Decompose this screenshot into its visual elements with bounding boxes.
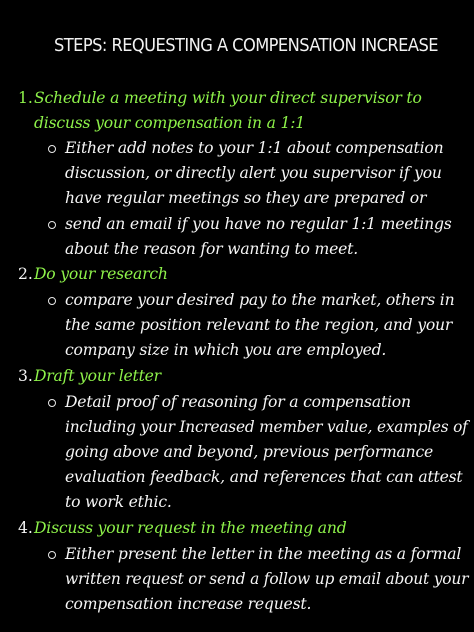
bullet-text-line: to work ethic. xyxy=(65,493,172,511)
step-number: 3. xyxy=(18,367,33,385)
bullet-text-line: evaluation feedback, and references that can attest xyxy=(65,468,463,486)
bullet-text-line: compare your desired pay to the market, others in xyxy=(65,291,455,309)
step-heading-line: Draft your letter xyxy=(34,367,161,385)
hollow-circle-bullet-icon xyxy=(48,297,56,305)
page-title: STEPS: REQUESTING A COMPENSATION INCREASE xyxy=(54,36,438,56)
hollow-circle-bullet-icon xyxy=(48,221,56,229)
bullet-text-line: about the reason for wanting to meet. xyxy=(65,240,358,258)
bullet-text-line: have regular meetings so they are prepared or xyxy=(65,189,427,207)
hollow-circle-bullet-icon xyxy=(48,399,56,407)
bullet-text-line: going above and beyond, previous performance xyxy=(65,443,434,461)
bullet-text-line: including your Increased member value, examples of xyxy=(65,418,468,436)
bullet-text-line: the same position relevant to the region, and your xyxy=(65,316,453,334)
hollow-circle-bullet-icon xyxy=(48,145,56,153)
bullet-text-line: compensation increase request. xyxy=(65,595,312,613)
step-heading-line: Schedule a meeting with your direct supervisor to xyxy=(34,89,422,107)
step-heading-line: discuss your compensation in a 1:1 xyxy=(34,114,306,132)
step-heading-line: Do your research xyxy=(34,265,168,283)
step-number: 1. xyxy=(18,89,33,107)
bullet-text-line: Detail proof of reasoning for a compensation xyxy=(65,393,411,411)
bullet-text-line: Either add notes to your 1:1 about compensation xyxy=(65,139,444,157)
bullet-text-line: company size in which you are employed. xyxy=(65,341,387,359)
step-number: 2. xyxy=(18,265,33,283)
bullet-text-line: Either present the letter in the meeting as a formal xyxy=(65,545,462,563)
bullet-text-line: send an email if you have no regular 1:1 meetings xyxy=(65,215,452,233)
hollow-circle-bullet-icon xyxy=(48,551,56,559)
step-number: 4. xyxy=(18,519,33,537)
bullet-text-line: written request or send a follow up email about your xyxy=(65,570,469,588)
step-heading-line: Discuss your request in the meeting and xyxy=(34,519,347,537)
bullet-text-line: discussion, or directly alert you supervisor if you xyxy=(65,164,442,182)
